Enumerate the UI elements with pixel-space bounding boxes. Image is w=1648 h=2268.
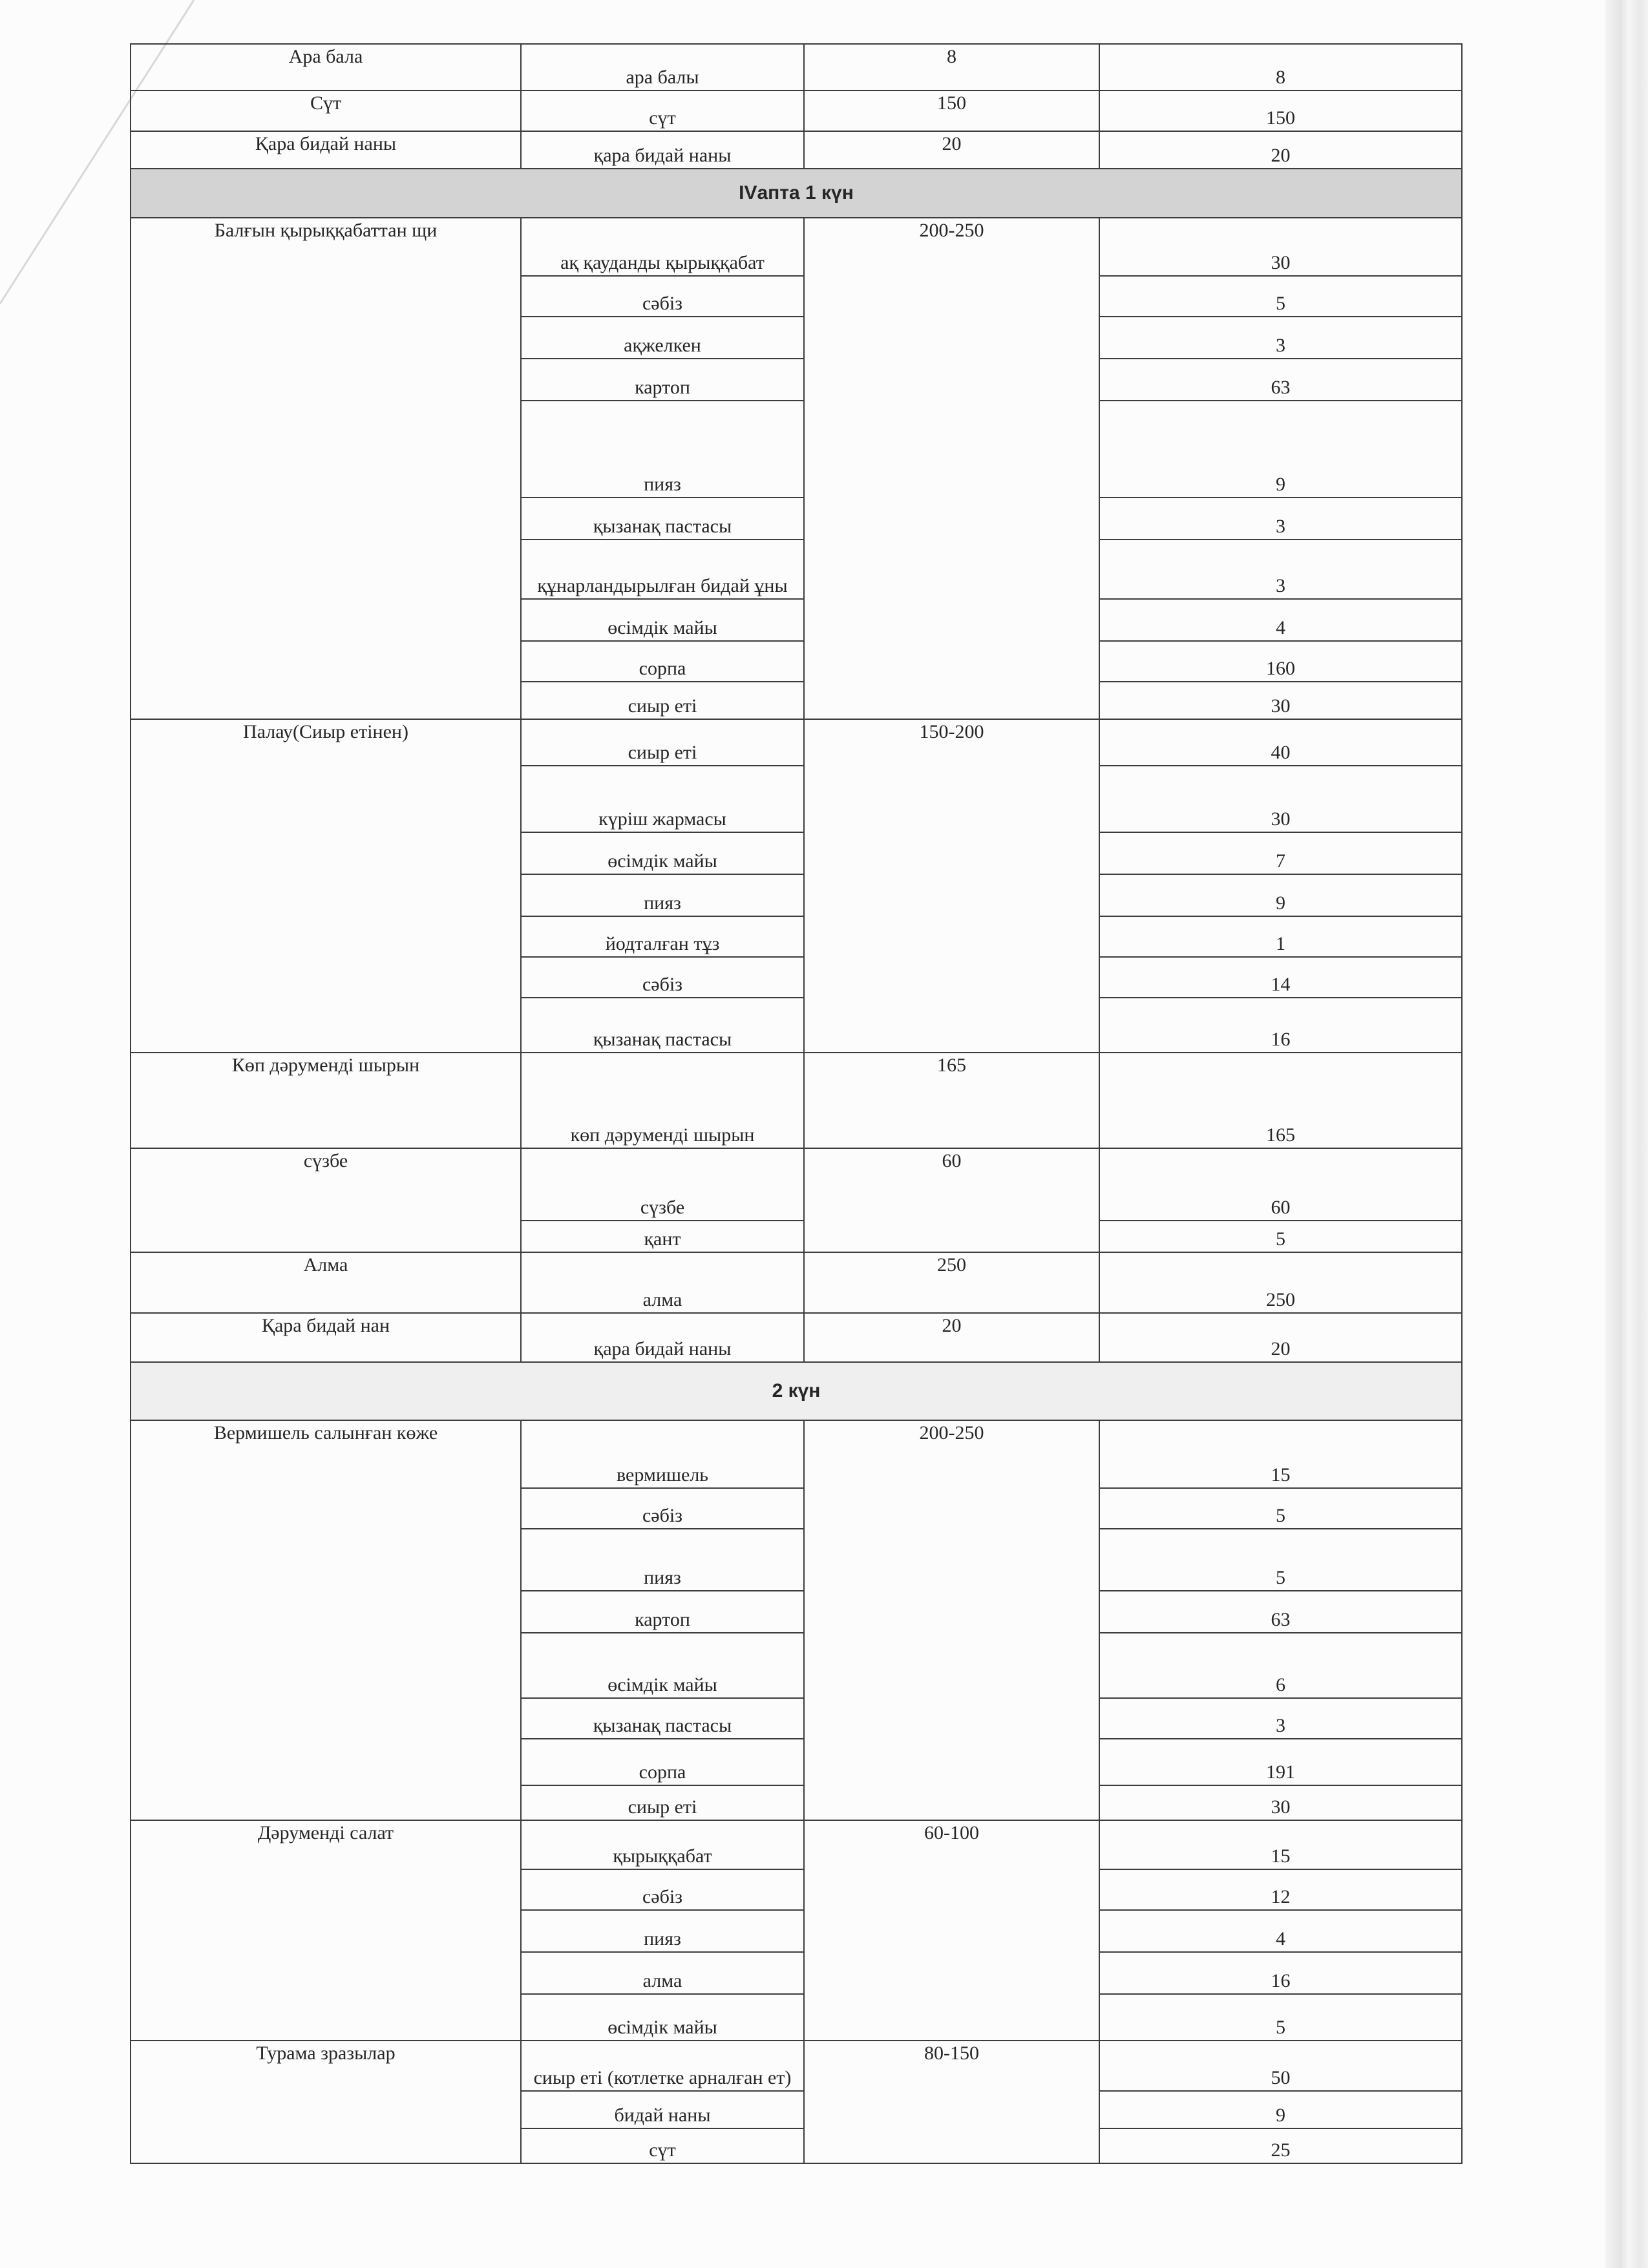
weight-cell: 250 (1099, 1252, 1462, 1313)
ingredient-cell: қызанақ пастасы (521, 998, 804, 1053)
weight-cell: 3 (1099, 540, 1462, 599)
ingredient-cell: алма (521, 1952, 804, 1994)
day-header-row (131, 169, 1462, 218)
weight-cell: 7 (1099, 832, 1462, 874)
ingredient-cell: ақжелкен (521, 317, 804, 359)
weight-cell: 5 (1099, 1488, 1462, 1529)
weight-cell: 5 (1099, 1994, 1462, 2041)
ingredient-cell: қара бидай наны (521, 1313, 804, 1362)
day-header-row (131, 1362, 1462, 1420)
ingredient-cell: сорпа (521, 1739, 804, 1785)
ingredient-cell: сәбіз (521, 1869, 804, 1910)
weight-cell: 3 (1099, 1698, 1462, 1739)
ingredient-cell: алма (521, 1252, 804, 1313)
weight-cell: 1 (1099, 916, 1462, 957)
portion-cell: 20 (804, 1313, 1099, 1362)
table-row (131, 2041, 1462, 2091)
ingredient-cell: құнарландырылған бидай ұны (521, 540, 804, 599)
dish-name-cell: Қара бидай нан (131, 1313, 521, 1362)
dish-name-cell: Алма (131, 1252, 521, 1313)
weight-cell: 30 (1099, 1785, 1462, 1820)
page-edge-shadow (1605, 0, 1648, 2268)
ingredient-cell: картоп (521, 359, 804, 401)
weight-cell: 40 (1099, 719, 1462, 766)
table-row (131, 719, 1462, 766)
ingredient-cell: қызанақ пастасы (521, 1698, 804, 1739)
ingredient-cell: қара бидай наны (521, 131, 804, 169)
ingredient-cell: сиыр еті (котлетке арналған ет) (521, 2041, 804, 2091)
weight-cell: 20 (1099, 1313, 1462, 1362)
ingredient-cell: бидай наны (521, 2091, 804, 2128)
dish-name-cell: Балғын қырыққабаттан щи (131, 218, 521, 719)
portion-cell: 200-250 (804, 1420, 1099, 1820)
ingredient-cell: өсімдік майы (521, 832, 804, 874)
ingredient-cell: күріш жармасы (521, 766, 804, 832)
weight-cell: 191 (1099, 1739, 1462, 1785)
day-header-cell: 2 күн (131, 1362, 1462, 1420)
weight-cell: 30 (1099, 766, 1462, 832)
ingredient-cell: қант (521, 1221, 804, 1252)
table-row (131, 90, 1462, 131)
weight-cell: 12 (1099, 1869, 1462, 1910)
portion-cell: 250 (804, 1252, 1099, 1313)
weight-cell: 150 (1099, 90, 1462, 131)
dish-name-cell: сүзбе (131, 1148, 521, 1252)
table-row (131, 1820, 1462, 1869)
table-row (131, 1148, 1462, 1221)
ingredient-cell: йодталған тұз (521, 916, 804, 957)
menu-table (130, 43, 1463, 2164)
table-row (131, 1252, 1462, 1313)
weight-cell: 60 (1099, 1148, 1462, 1221)
ingredient-cell: вермишель (521, 1420, 804, 1488)
dish-name-cell: Дәруменді салат (131, 1820, 521, 2041)
portion-cell: 20 (804, 131, 1099, 169)
ingredient-cell: сүт (521, 2128, 804, 2163)
ingredient-cell: қырыққабат (521, 1820, 804, 1869)
dish-name-cell: Вермишель салынған көже (131, 1420, 521, 1820)
portion-cell: 80-150 (804, 2041, 1099, 2163)
dish-name-cell: Сүт (131, 90, 521, 131)
weight-cell: 5 (1099, 276, 1462, 317)
table-row (131, 44, 1462, 90)
portion-cell: 8 (804, 44, 1099, 90)
ingredient-cell: ақ қауданды қырыққабат (521, 218, 804, 276)
weight-cell: 3 (1099, 498, 1462, 540)
ingredient-cell: пияз (521, 1529, 804, 1591)
weight-cell: 8 (1099, 44, 1462, 90)
dish-name-cell: Қара бидай наны (131, 131, 521, 169)
weight-cell: 63 (1099, 359, 1462, 401)
ingredient-cell: пияз (521, 1910, 804, 1952)
weight-cell: 3 (1099, 317, 1462, 359)
table-row (131, 218, 1462, 276)
ingredient-cell: сүзбе (521, 1148, 804, 1221)
table-row (131, 1053, 1462, 1148)
weight-cell: 16 (1099, 998, 1462, 1053)
weight-cell: 6 (1099, 1633, 1462, 1698)
dish-name-cell: Көп дәруменді шырын (131, 1053, 521, 1148)
day-header-cell: IVапта 1 күн (131, 169, 1462, 218)
portion-cell: 150 (804, 90, 1099, 131)
portion-cell: 150-200 (804, 719, 1099, 1053)
ingredient-cell: картоп (521, 1591, 804, 1633)
portion-cell: 60-100 (804, 1820, 1099, 2041)
weight-cell: 5 (1099, 1221, 1462, 1252)
table-row (131, 1313, 1462, 1362)
portion-cell: 165 (804, 1053, 1099, 1148)
weight-cell: 160 (1099, 641, 1462, 682)
ingredient-cell: сүт (521, 90, 804, 131)
weight-cell: 15 (1099, 1820, 1462, 1869)
portion-cell: 200-250 (804, 218, 1099, 719)
dish-name-cell: Палау(Сиыр етінен) (131, 719, 521, 1053)
menu-table-body (131, 44, 1462, 2163)
ingredient-cell: қызанақ пастасы (521, 498, 804, 540)
weight-cell: 9 (1099, 2091, 1462, 2128)
weight-cell: 15 (1099, 1420, 1462, 1488)
table-row (131, 1420, 1462, 1488)
dish-name-cell: Турама зразылар (131, 2041, 521, 2163)
weight-cell: 30 (1099, 218, 1462, 276)
ingredient-cell: көп дәруменді шырын (521, 1053, 804, 1148)
ingredient-cell: өсімдік майы (521, 1994, 804, 2041)
weight-cell: 25 (1099, 2128, 1462, 2163)
ingredient-cell: сәбіз (521, 957, 804, 998)
weight-cell: 4 (1099, 599, 1462, 641)
ingredient-cell: сиыр еті (521, 719, 804, 766)
weight-cell: 4 (1099, 1910, 1462, 1952)
ingredient-cell: пияз (521, 874, 804, 916)
weight-cell: 30 (1099, 682, 1462, 719)
weight-cell: 20 (1099, 131, 1462, 169)
ingredient-cell: сиыр еті (521, 682, 804, 719)
ingredient-cell: сорпа (521, 641, 804, 682)
table-row (131, 131, 1462, 169)
weight-cell: 63 (1099, 1591, 1462, 1633)
dish-name-cell: Ара бала (131, 44, 521, 90)
ingredient-cell: ара балы (521, 44, 804, 90)
weight-cell: 9 (1099, 401, 1462, 498)
ingredient-cell: өсімдік майы (521, 599, 804, 641)
weight-cell: 165 (1099, 1053, 1462, 1148)
weight-cell: 5 (1099, 1529, 1462, 1591)
ingredient-cell: сәбіз (521, 276, 804, 317)
weight-cell: 16 (1099, 1952, 1462, 1994)
weight-cell: 9 (1099, 874, 1462, 916)
ingredient-cell: сәбіз (521, 1488, 804, 1529)
ingredient-cell: сиыр еті (521, 1785, 804, 1820)
portion-cell: 60 (804, 1148, 1099, 1252)
weight-cell: 14 (1099, 957, 1462, 998)
ingredient-cell: пияз (521, 401, 804, 498)
ingredient-cell: өсімдік майы (521, 1633, 804, 1698)
weight-cell: 50 (1099, 2041, 1462, 2091)
